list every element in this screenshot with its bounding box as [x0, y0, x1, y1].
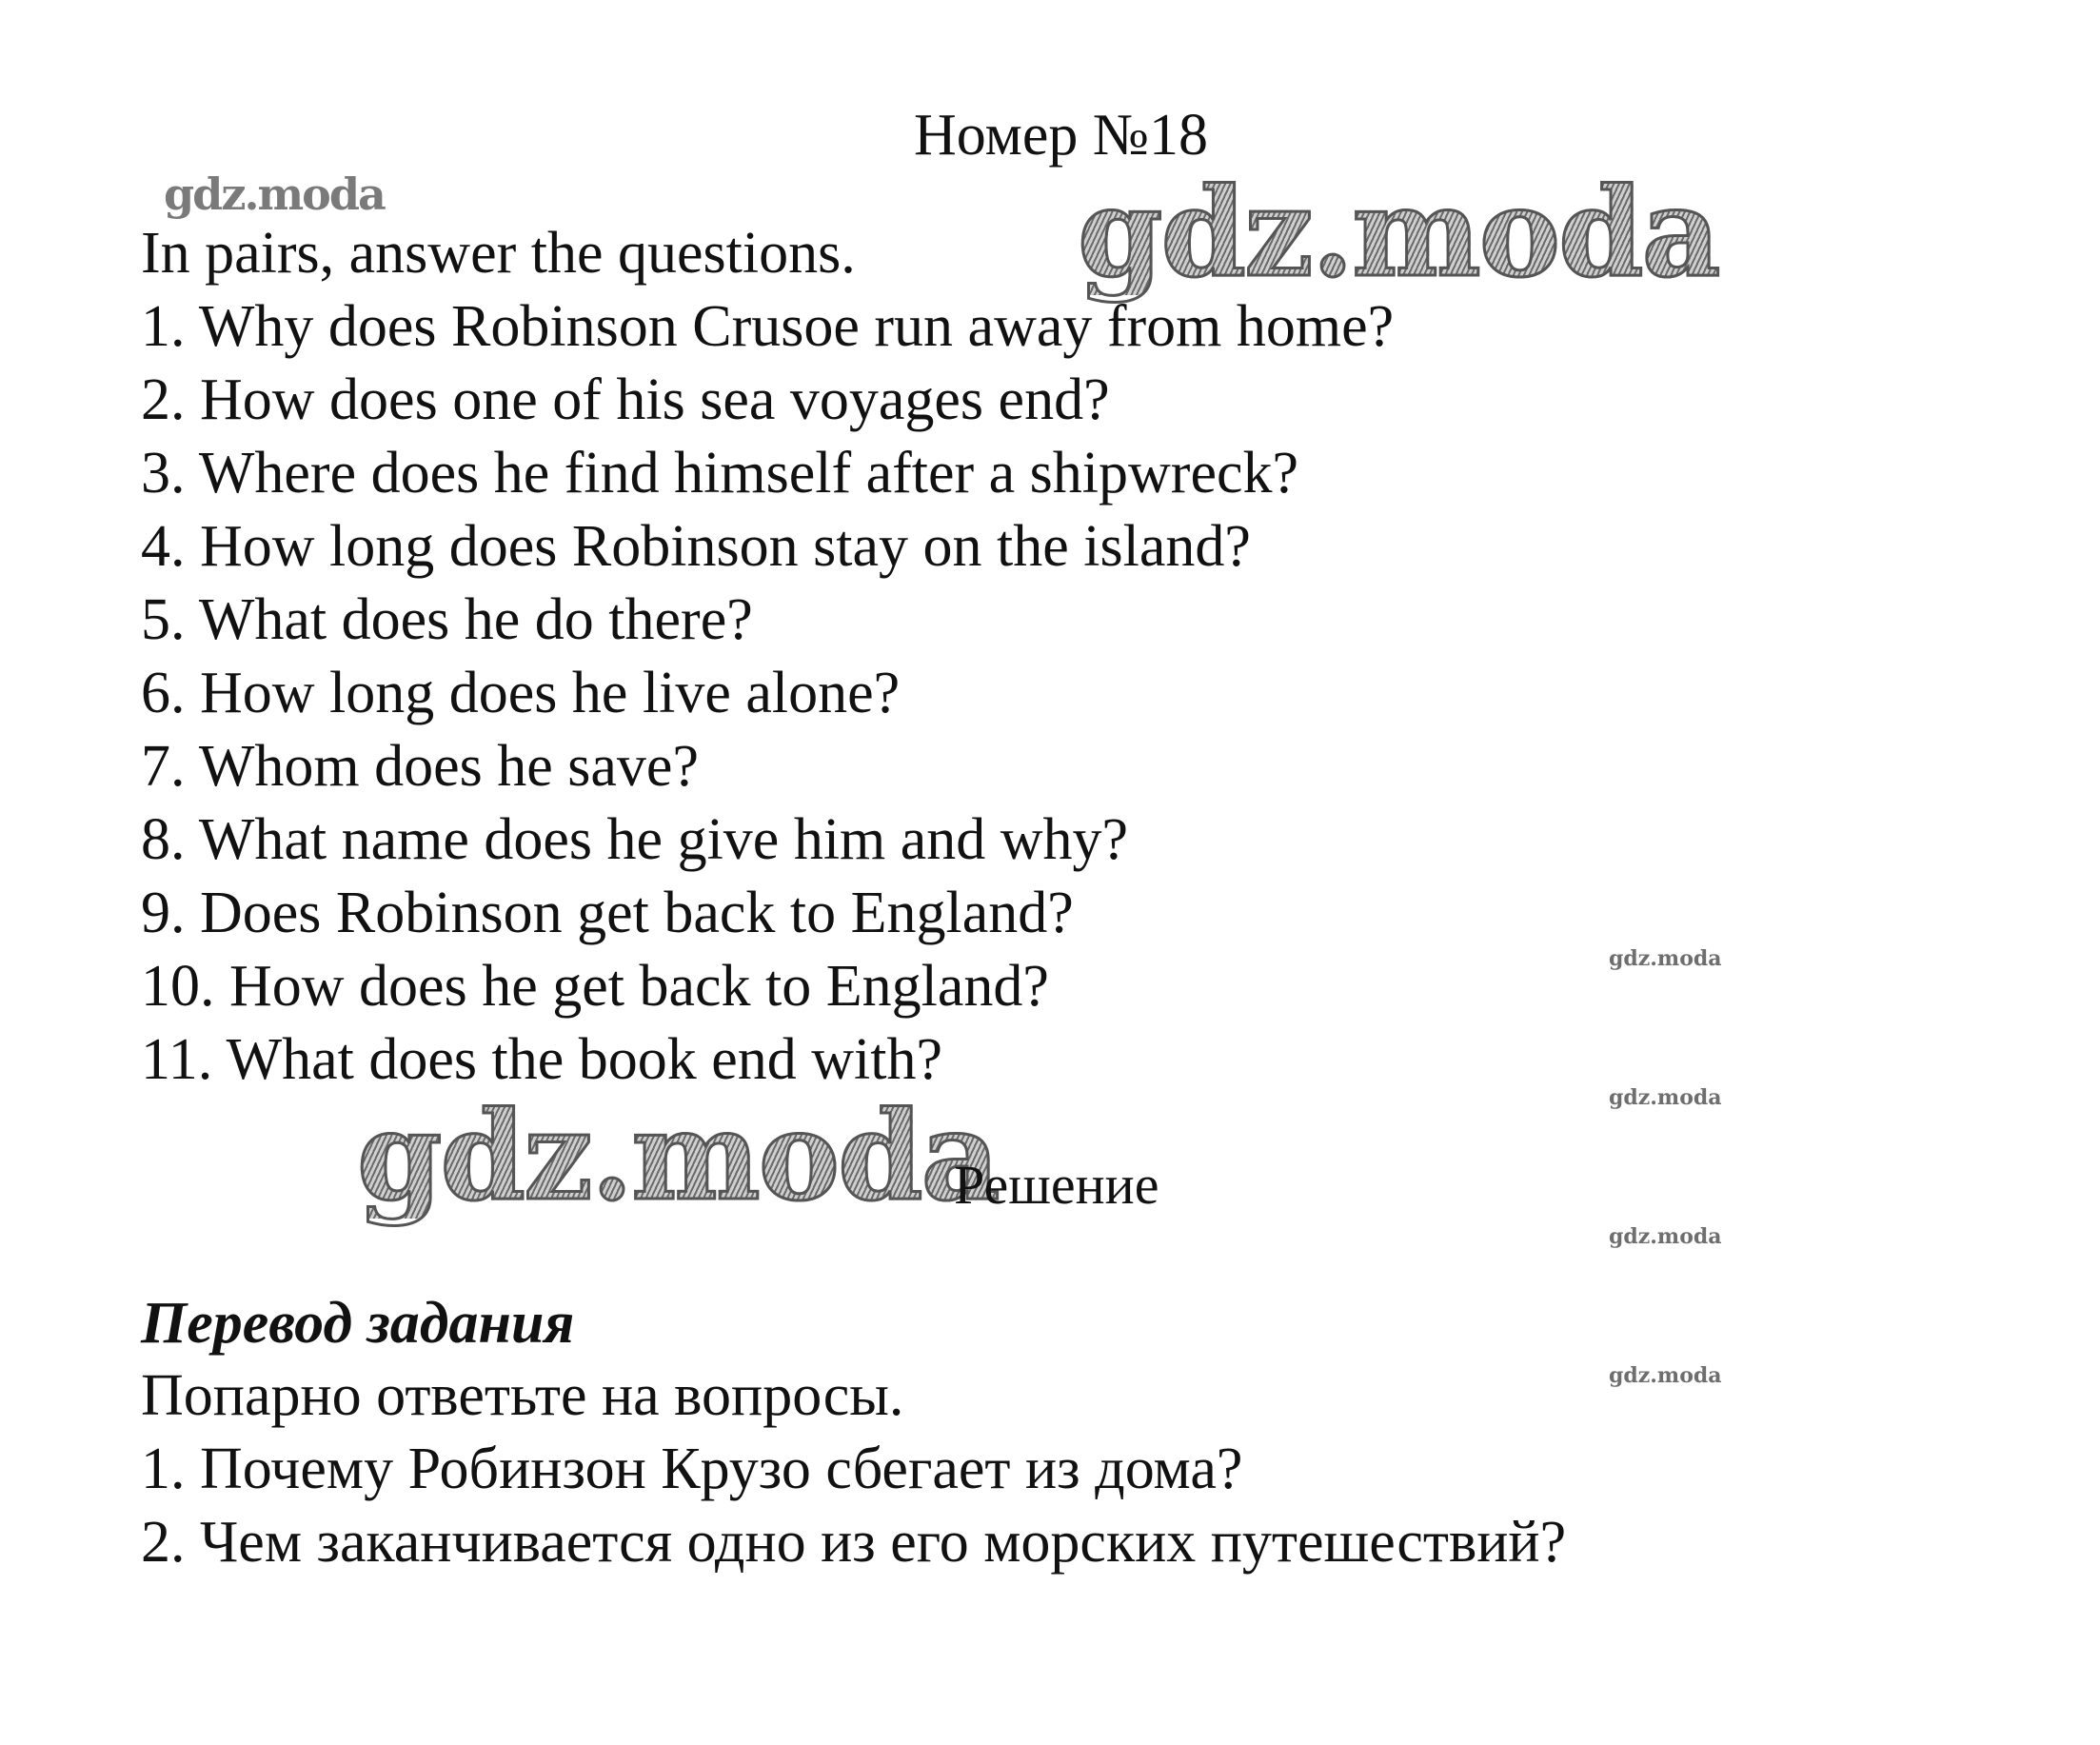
solution-label: Решение	[954, 1154, 1159, 1216]
question-11: 11. What does the book end with?	[141, 1027, 942, 1092]
translation-instruction: Попарно ответьте на вопросы.	[141, 1363, 904, 1428]
question-3: 3. Where does he find himself after a shipwreck?	[141, 441, 1298, 506]
translation-question-1: 1. Почему Робинзон Крузо сбегает из дома?	[141, 1437, 1243, 1501]
page-title: Номер №18	[914, 103, 1209, 168]
question-4: 4. How long does Robinson stay on the island?	[141, 514, 1251, 579]
watermark-large-top: gdz.moda	[1078, 162, 1719, 305]
question-9: 9. Does Robinson get back to England?	[141, 881, 1074, 945]
question-2: 2. How does one of his sea voyages end?	[141, 367, 1110, 432]
question-8: 8. What name does he give him and why?	[141, 807, 1129, 872]
translation-question-2: 2. Чем заканчивается одно из его морских путешествий?	[141, 1510, 1567, 1575]
watermark-large-bottom: gdz.moda	[357, 1085, 999, 1228]
watermark-small-1: gdz.moda	[1609, 946, 1722, 971]
translation-heading: Перевод задания	[141, 1291, 575, 1356]
watermark-small-2: gdz.moda	[1609, 1085, 1722, 1110]
watermark-small-3: gdz.moda	[1609, 1224, 1722, 1249]
question-1: 1. Why does Robinson Crusoe run away from home?	[141, 294, 1395, 359]
question-7: 7. Whom does he save?	[141, 734, 699, 799]
question-5: 5. What does he do there?	[141, 587, 753, 652]
question-6: 6. How long does he live alone?	[141, 661, 901, 725]
instruction-text: In pairs, answer the questions.	[141, 221, 856, 286]
question-10: 10. How does he get back to England?	[141, 954, 1049, 1019]
watermark-top-left: gdz.moda	[164, 169, 385, 220]
watermark-small-4: gdz.moda	[1609, 1363, 1722, 1388]
